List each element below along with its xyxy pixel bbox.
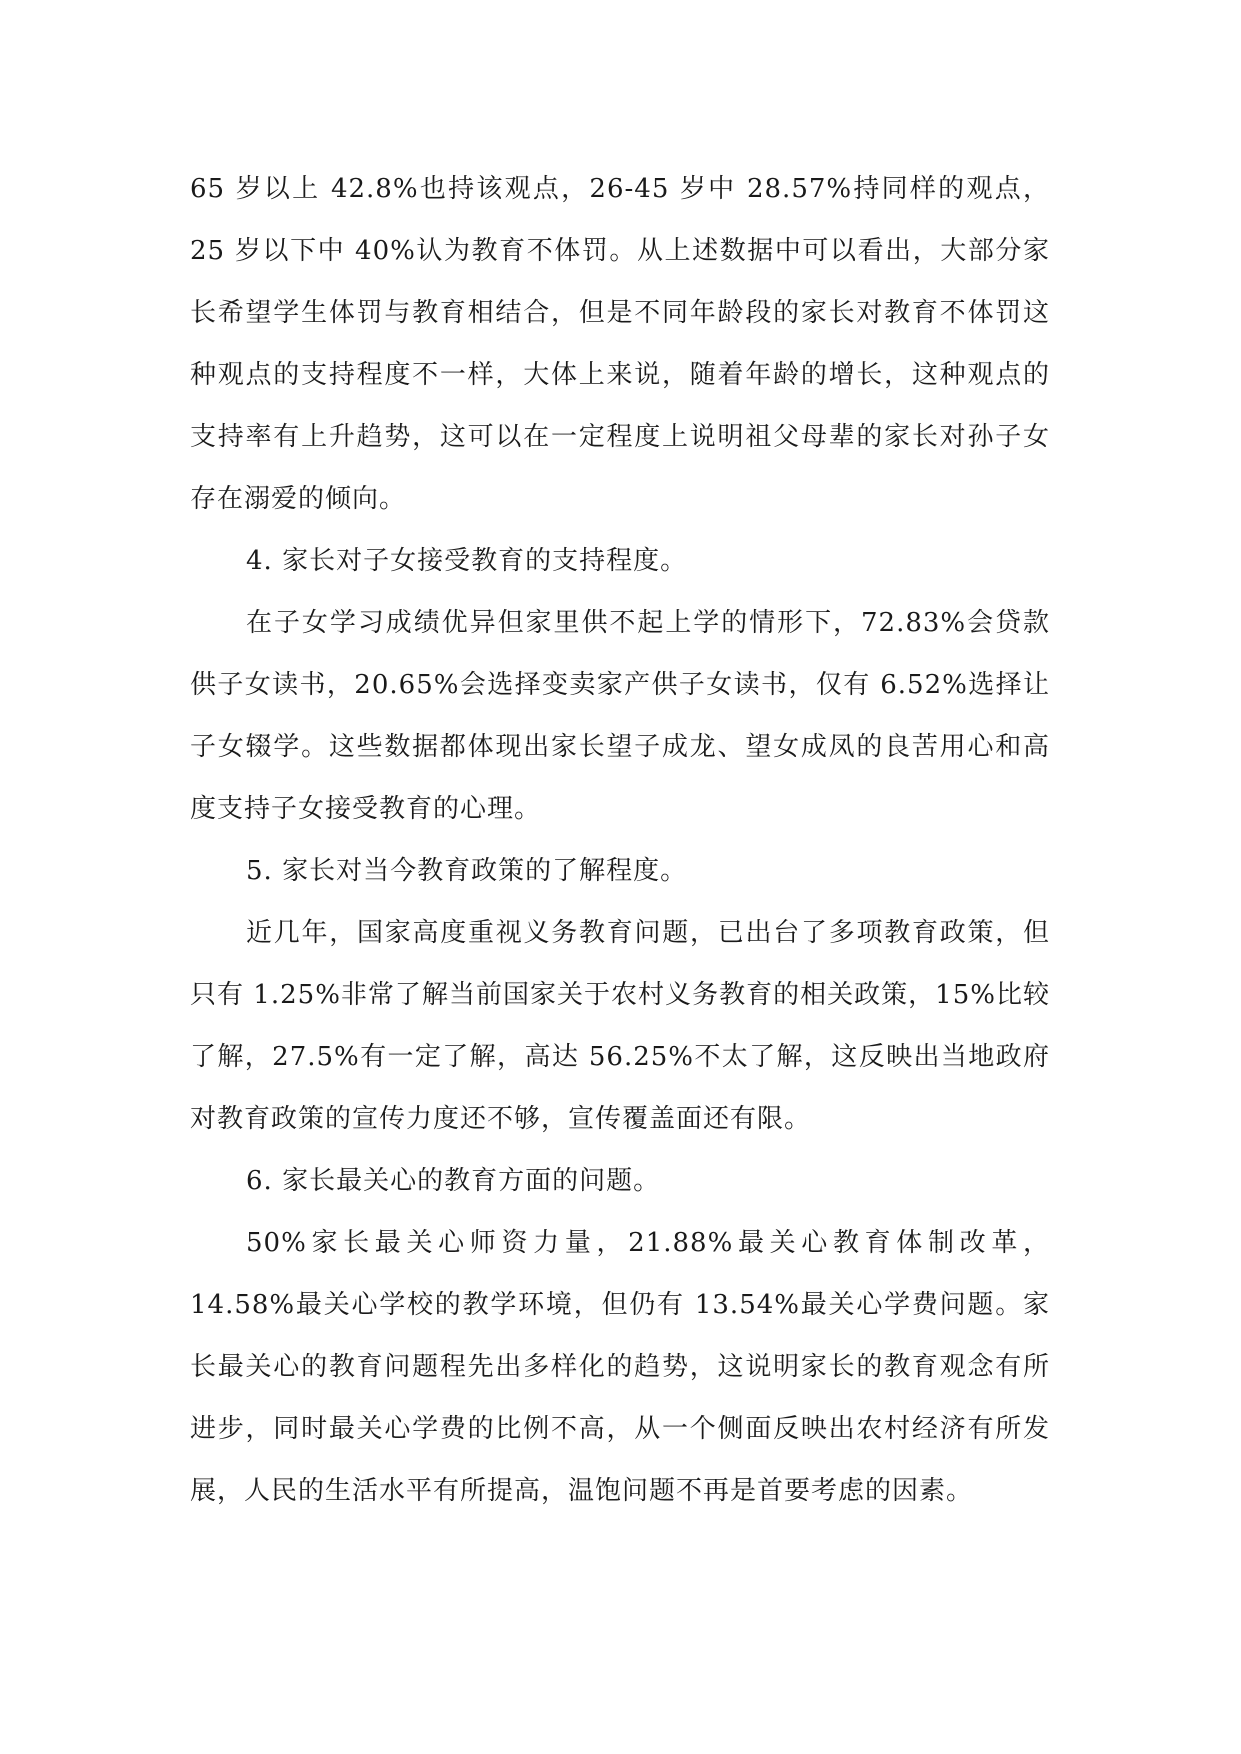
section-heading-4: 4. 家长对子女接受教育的支持程度。 bbox=[246, 546, 688, 576]
paragraph-policy-awareness: 近几年，国家高度重视义务教育问题，已出台了多项教育政策，但只有 1.25%非常了解当前国家关于农村义务教育的相关政策，15%比较了解，27.5%有一定了解，高达 56.25%不太了解，这反映出当地政府对教育政策的宣传力度还不够，宣传覆盖面还有限。 bbox=[190, 918, 1050, 1134]
paragraph-concerns: 50%家长最关心师资力量，21.88%最关心教育体制改革，14.58%最关心学校的教学环境，但仍有 13.54%最关心学费问题。家长最关心的教育问题程先出多样化的趋势，这说明家长的教育观念有所进步，同时最关心学费的比例不高，从一个侧面反映出农村经济有所发展，人民的生活水平有所提高，温饱问题不再是首要考虑的因素。 bbox=[190, 1228, 1050, 1506]
paragraph-age-views: 65 岁以上 42.8%也持该观点，26-45 岁中 28.57%持同样的观点，25 岁以下中 40%认为教育不体罚。从上述数据中可以看出，大部分家长希望学生体罚与教育相结合，但是不同年龄段的家长对教育不体罚这种观点的支持程度不一样，大体上来说，随着年龄的增长，这种观点的支持率有上升趋势，这可以在一定程度上说明祖父母辈的家长对孙子女存在溺爱的倾向。 bbox=[190, 174, 1050, 514]
paragraph-support-education: 在子女学习成绩优异但家里供不起上学的情形下，72.83%会贷款供子女读书，20.65%会选择变卖家产供子女读书，仅有 6.52%选择让子女辍学。这些数据都体现出家长望子成龙、望女成凤的良苦用心和高度支持子女接受教育的心理。 bbox=[190, 608, 1050, 824]
document-body bbox=[190, 158, 1050, 1522]
section-heading-5: 5. 家长对当今教育政策的了解程度。 bbox=[246, 856, 688, 886]
section-heading-6: 6. 家长最关心的教育方面的问题。 bbox=[246, 1166, 661, 1196]
